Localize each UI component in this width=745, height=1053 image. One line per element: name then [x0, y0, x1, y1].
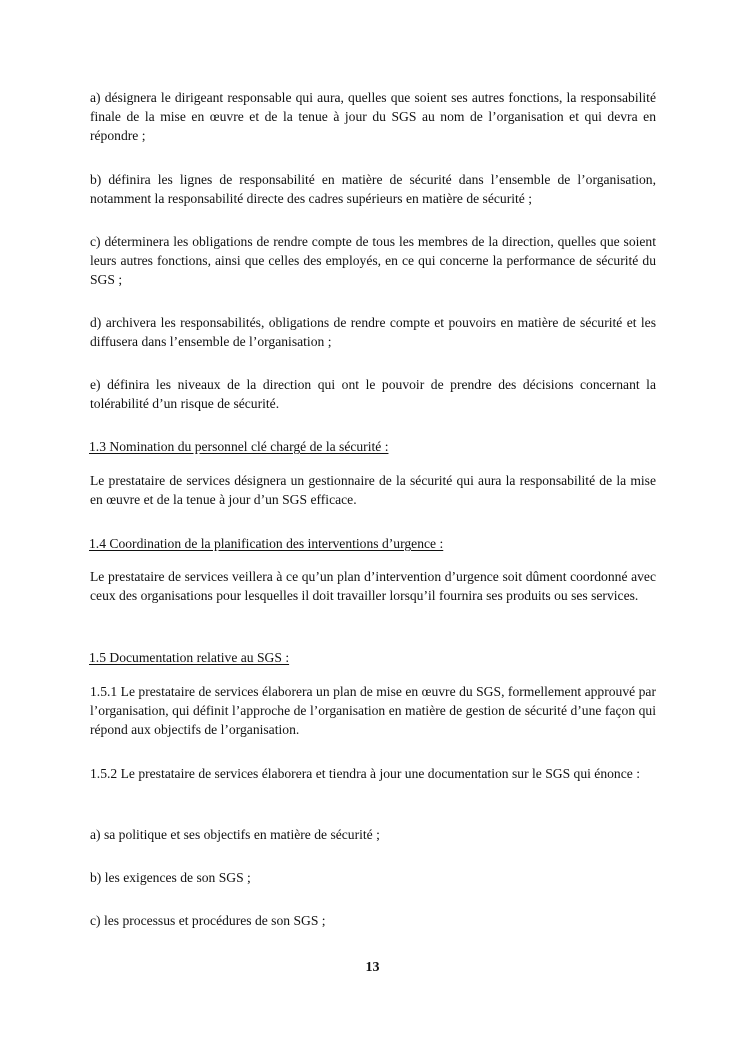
paragraph-b: b) définira les lignes de responsabilité en matière de sécurité dans l’ensemble de l’organisation, notamment la responsabilité directe des cadres supérieurs en matière de sécurité ;	[90, 172, 656, 206]
paragraph-c: c) déterminera les obligations de rendre compte de tous les membres de la direction, quelles que soient leurs autres fonctions, ainsi que celles des employés, en ce qui concerne la performance de sécurité du SGS ;	[90, 234, 656, 287]
list-item-a: a) sa politique et ses objectifs en matière de sécurité ;	[90, 827, 380, 842]
section-1-4-body: Le prestataire de services veillera à ce qu’un plan d’intervention d’urgence soit dûment coordonné avec ceux des organisations pour lesquelles il doit travailler lorsqu’il fournira ses produits ou ses services.	[90, 569, 656, 603]
paragraph-e: e) définira les niveaux de la direction qui ont le pouvoir de prendre des décisions concernant la tolérabilité d’un risque de sécurité.	[90, 377, 656, 411]
paragraph-d: d) archivera les responsabilités, obligations de rendre compte et pouvoirs en matière de sécurité et les diffusera dans l’ensemble de l’organisation ;	[90, 315, 656, 349]
list-item-c: c) les processus et procédures de son SGS ;	[90, 913, 326, 928]
section-1-5-2-paragraph: 1.5.2 Le prestataire de services élaborera et tiendra à jour une documentation sur le SGS qui énonce :	[90, 766, 640, 781]
section-1-3-heading: 1.3 Nomination du personnel clé chargé de la sécurité :	[89, 439, 389, 454]
section-1-5-heading: 1.5 Documentation relative au SGS :	[89, 650, 290, 665]
paragraph-a: a) désignera le dirigeant responsable qui aura, quelles que soient ses autres fonctions, la responsabilité finale de la mise en œuvre et de la tenue à jour du SGS au nom de l’organisation et qui devra en répondre ;	[90, 90, 656, 143]
section-1-4-heading: 1.4 Coordination de la planification des interventions d’urgence :	[89, 536, 444, 551]
section-1-3-body: Le prestataire de services désignera un gestionnaire de la sécurité qui aura la responsabilité de la mise en œuvre et de la tenue à jour d’un SGS efficace.	[90, 473, 656, 507]
section-1-5-1-paragraph: 1.5.1 Le prestataire de services élaborera un plan de mise en œuvre du SGS, formellement approuvé par l’organisation, qui définit l’approche de l’organisation en matière de gestion de sécurité d’une façon qui répond aux objectifs de l’organisation.	[90, 684, 656, 737]
list-item-b: b) les exigences de son SGS ;	[90, 870, 251, 885]
page-number: 13	[365, 960, 380, 975]
